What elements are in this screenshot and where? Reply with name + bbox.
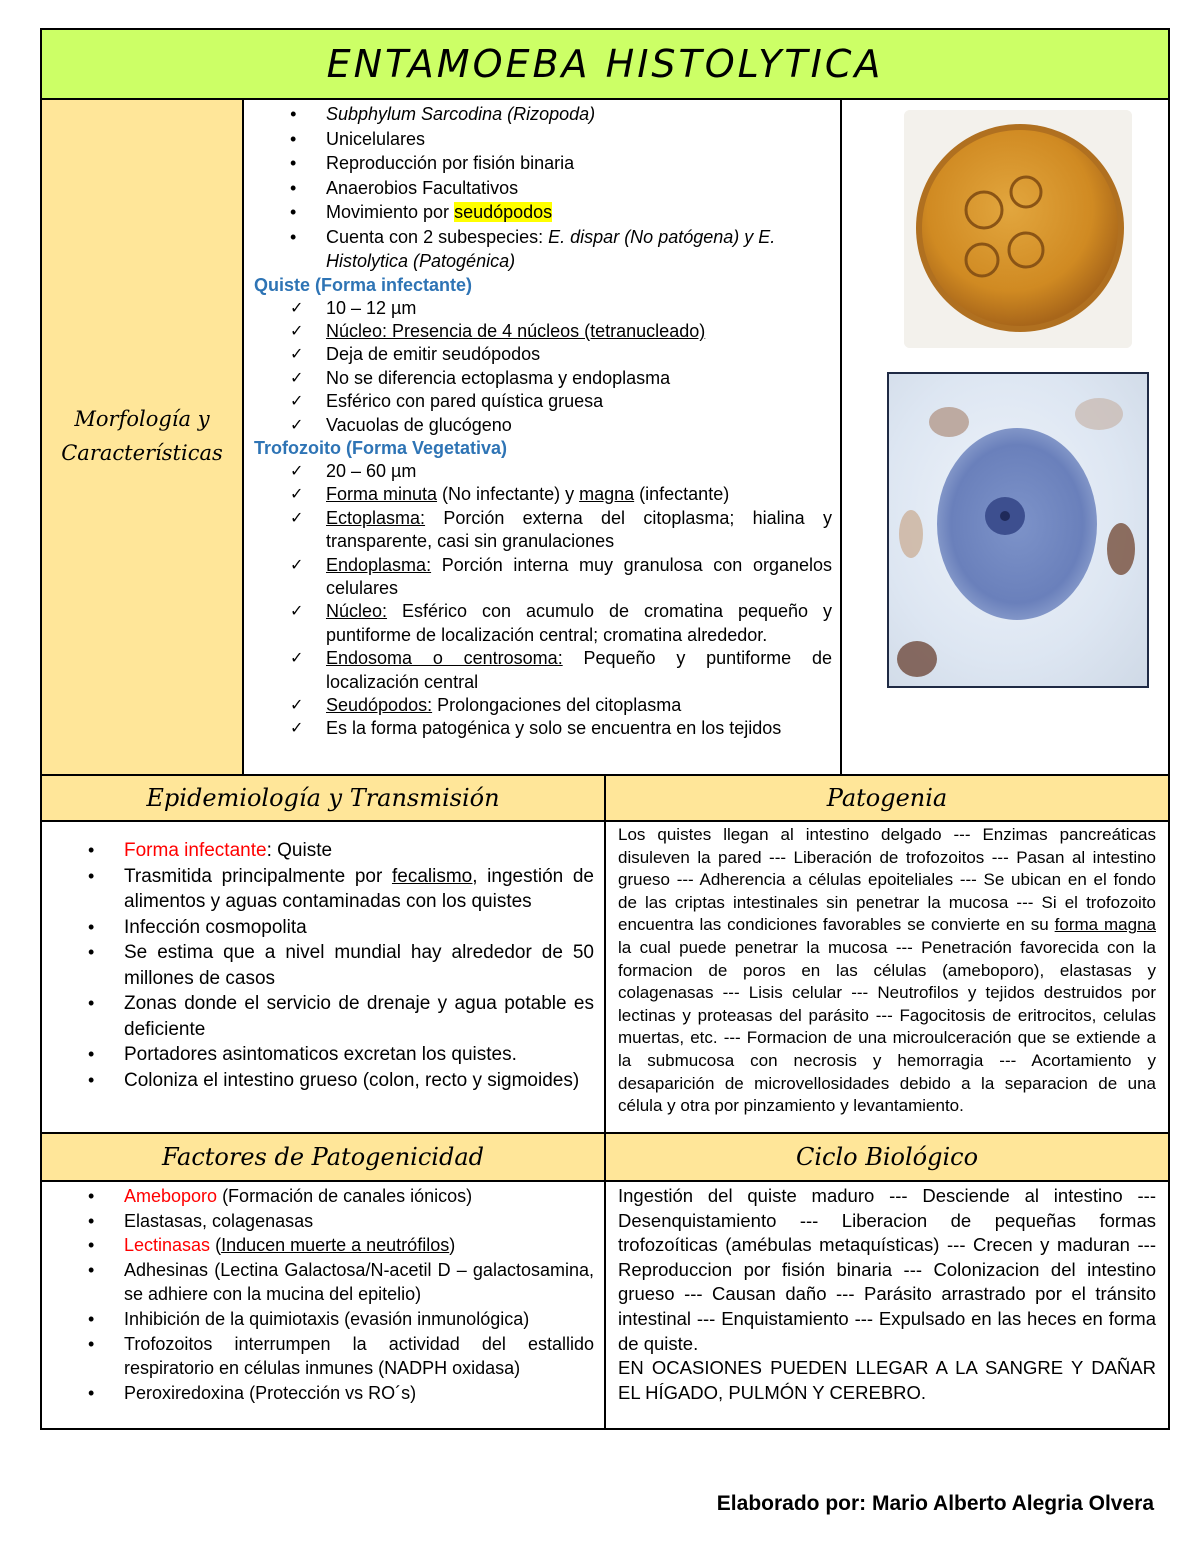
list-item: • Peroxiredoxina (Protección vs RO´s)	[52, 1381, 594, 1406]
check-item: ✓ Endoplasma: Porción interna muy granulosa con organelos celulares	[254, 554, 832, 601]
list-item: • Subphylum Sarcodina (Rizopoda)	[254, 102, 832, 127]
trophozoite-endosome	[1000, 511, 1010, 521]
list-item: • Infección cosmopolita	[52, 915, 594, 941]
list-item: • Unicelulares	[254, 127, 832, 152]
highlight-seudopodos: seudópodos	[454, 202, 553, 222]
ciclo-uppercase-note: EN OCASIONES PUEDEN LLEGAR A LA SANGRE Y DAÑAR EL HÍGADO, PULMÓN Y CEREBRO.	[618, 1357, 1156, 1403]
list-item: • Anaerobios Facultativos	[254, 176, 832, 201]
factores-header: Factores de Patogenicidad	[40, 1132, 606, 1182]
list-item: • Inhibición de la quimiotaxis (evasión inmunológica)	[52, 1307, 594, 1332]
check-item: ✓ Forma minuta (No infectante) y magna (infectante)	[254, 483, 832, 506]
patogenia-text: Los quistes llegan al intestino delgado --- Enzimas pancreáticas disuleven la pared --- Liberación de trofozoitos --- Pasan al intestino grueso --- Adherencia a células epoiteliales --- Se ubican en el fondo de las criptas intestinales sin penetrar la mucosa --- Si el trofozoito encuentra las condiciones favorables se convierte en su forma magna la cual puede penetrar la mucosa --- Penetración favorecida con la formacion de poros en las células (ameboporo), elastasas y colagenasas --- Lisis celular --- Neutrofilos y tejidos destruidos por lectinas y proteasas del parásito --- Fagocitosis de eritrocitos, celulas muertas, etc. --- Formacion de una microulceración que se extiende a la submucosa con necrosis y hemorragia --- Acortamiento y desaparición de microvellosidades debido a la separacion de una célula y otra por pinzamiento y levantamiento.	[618, 825, 1156, 1116]
trophozoite-micrograph	[887, 372, 1149, 688]
morfologia-label-cell	[40, 98, 244, 776]
check-item: ✓ Deja de emitir seudópodos	[254, 343, 832, 366]
check-item: ✓ Es la forma patogénica y solo se encuentra en los tejidos	[254, 717, 832, 740]
list-item: • Adhesinas (Lectina Galactosa/N-acetil D – galactosamina, se adhiere con la mucina del epitelio)	[52, 1258, 594, 1307]
check-item: ✓ 20 – 60 µm	[254, 460, 832, 483]
sheet	[40, 28, 1170, 1430]
list-item: • Movimiento por seudópodos	[254, 200, 832, 225]
list-item: • Ameboporo (Formación de canales iónicos)	[52, 1184, 594, 1209]
check-item: ✓ 10 – 12 µm	[254, 297, 832, 320]
morfologia-label-line1: Morfología y	[74, 407, 210, 432]
cyst-micrograph-svg	[904, 110, 1132, 348]
check-item: ✓ Seudópodos: Prolongaciones del citoplasma	[254, 694, 832, 717]
page-title	[40, 28, 1170, 100]
quiste-subtitle: Quiste (Forma infectante)	[254, 274, 473, 295]
cyst-body	[922, 130, 1118, 326]
morfologia-content	[242, 98, 842, 776]
list-item: • Trofozoitos interrumpen la actividad del estallido respiratorio en células inmunes (NADPH oxidasa)	[52, 1332, 594, 1381]
list-item: • Coloniza el intestino grueso (colon, recto y sigmoides)	[52, 1068, 594, 1094]
page-title-text: ENTAMOEBA HISTOLYTICA	[326, 42, 884, 86]
check-item: ✓ Esférico con pared quística gruesa	[254, 390, 832, 413]
quiste-check-list	[254, 297, 832, 437]
ciclo-text: Ingestión del quiste maduro --- Desciende al intestino --- Desenquistamiento --- Liberacion de pequeñas formas trofozoíticas (amébulas metaquísticas) --- Crecen y maduran --- Reproduccion por fisión binaria --- Colonizacion del intestino grueso --- Causan daño --- Parásito arrastrado por el tránsito intestinal --- Enquistamiento --- Expulsado en las heces en forma de quiste.	[618, 1185, 1156, 1354]
check-item: ✓ Ectoplasma: Porción externa del citoplasma; hialina y transparente, casi sin granulaciones	[254, 507, 832, 554]
list-item: • Reproducción por fisión binaria	[254, 151, 832, 176]
list-item: • Zonas donde el servicio de drenaje y agua potable es deficiente	[52, 991, 594, 1042]
morfologia-label	[61, 403, 223, 470]
check-item: ✓ Núcleo: Presencia de 4 núcleos (tetranucleado)	[254, 320, 832, 343]
list-item: • Cuenta con 2 subespecies: E. dispar (No patógena) y E. Histolytica (Patogénica)	[254, 225, 832, 274]
check-item: ✓ No se diferencia ectoplasma y endoplasma	[254, 367, 832, 390]
factores-list	[52, 1184, 594, 1405]
check-item: ✓ Núcleo: Esférico con acumulo de cromatina pequeño y puntiforme de localización central; cromatina alrededor.	[254, 600, 832, 647]
morfologia-label-line2: Características	[61, 441, 223, 465]
check-item: ✓ Endosoma o centrosoma: Pequeño y puntiforme de localización central	[254, 647, 832, 694]
images-cell	[840, 98, 1170, 776]
trofozoito-check-list	[254, 460, 832, 741]
list-item: • Trasmitida principalmente por fecalismo, ingestión de alimentos y aguas contaminadas con los quistes	[52, 864, 594, 915]
list-item: • Forma infectante: Quiste	[52, 838, 594, 864]
list-item: • Lectinasas (Inducen muerte a neutrófilos)	[52, 1233, 594, 1258]
cyst-micrograph	[904, 110, 1132, 348]
trofozoito-subtitle: Trofozoito (Forma Vegetativa)	[254, 437, 508, 458]
list-item: • Elastasas, colagenasas	[52, 1209, 594, 1234]
author-credit: Elaborado por: Mario Alberto Alegria Olvera	[716, 1492, 1154, 1515]
epidemiologia-header: Epidemiología y Transmisión	[40, 774, 606, 822]
factores-content	[40, 1180, 606, 1430]
ciclo-content	[604, 1180, 1170, 1430]
list-item: • Se estima que a nivel mundial hay alrededor de 50 millones de casos	[52, 940, 594, 991]
check-item: ✓ Vacuolas de glucógeno	[254, 414, 832, 437]
patogenia-content	[604, 820, 1170, 1134]
trophozoite-micrograph-svg	[889, 374, 1147, 686]
patogenia-header: Patogenia	[604, 774, 1170, 822]
epidemiologia-list	[52, 838, 594, 1093]
ciclo-header: Ciclo Biológico	[604, 1132, 1170, 1182]
list-item: • Portadores asintomaticos excretan los quistes.	[52, 1042, 594, 1068]
epidemiologia-content	[40, 820, 606, 1134]
morfologia-bullet-list	[254, 102, 832, 274]
